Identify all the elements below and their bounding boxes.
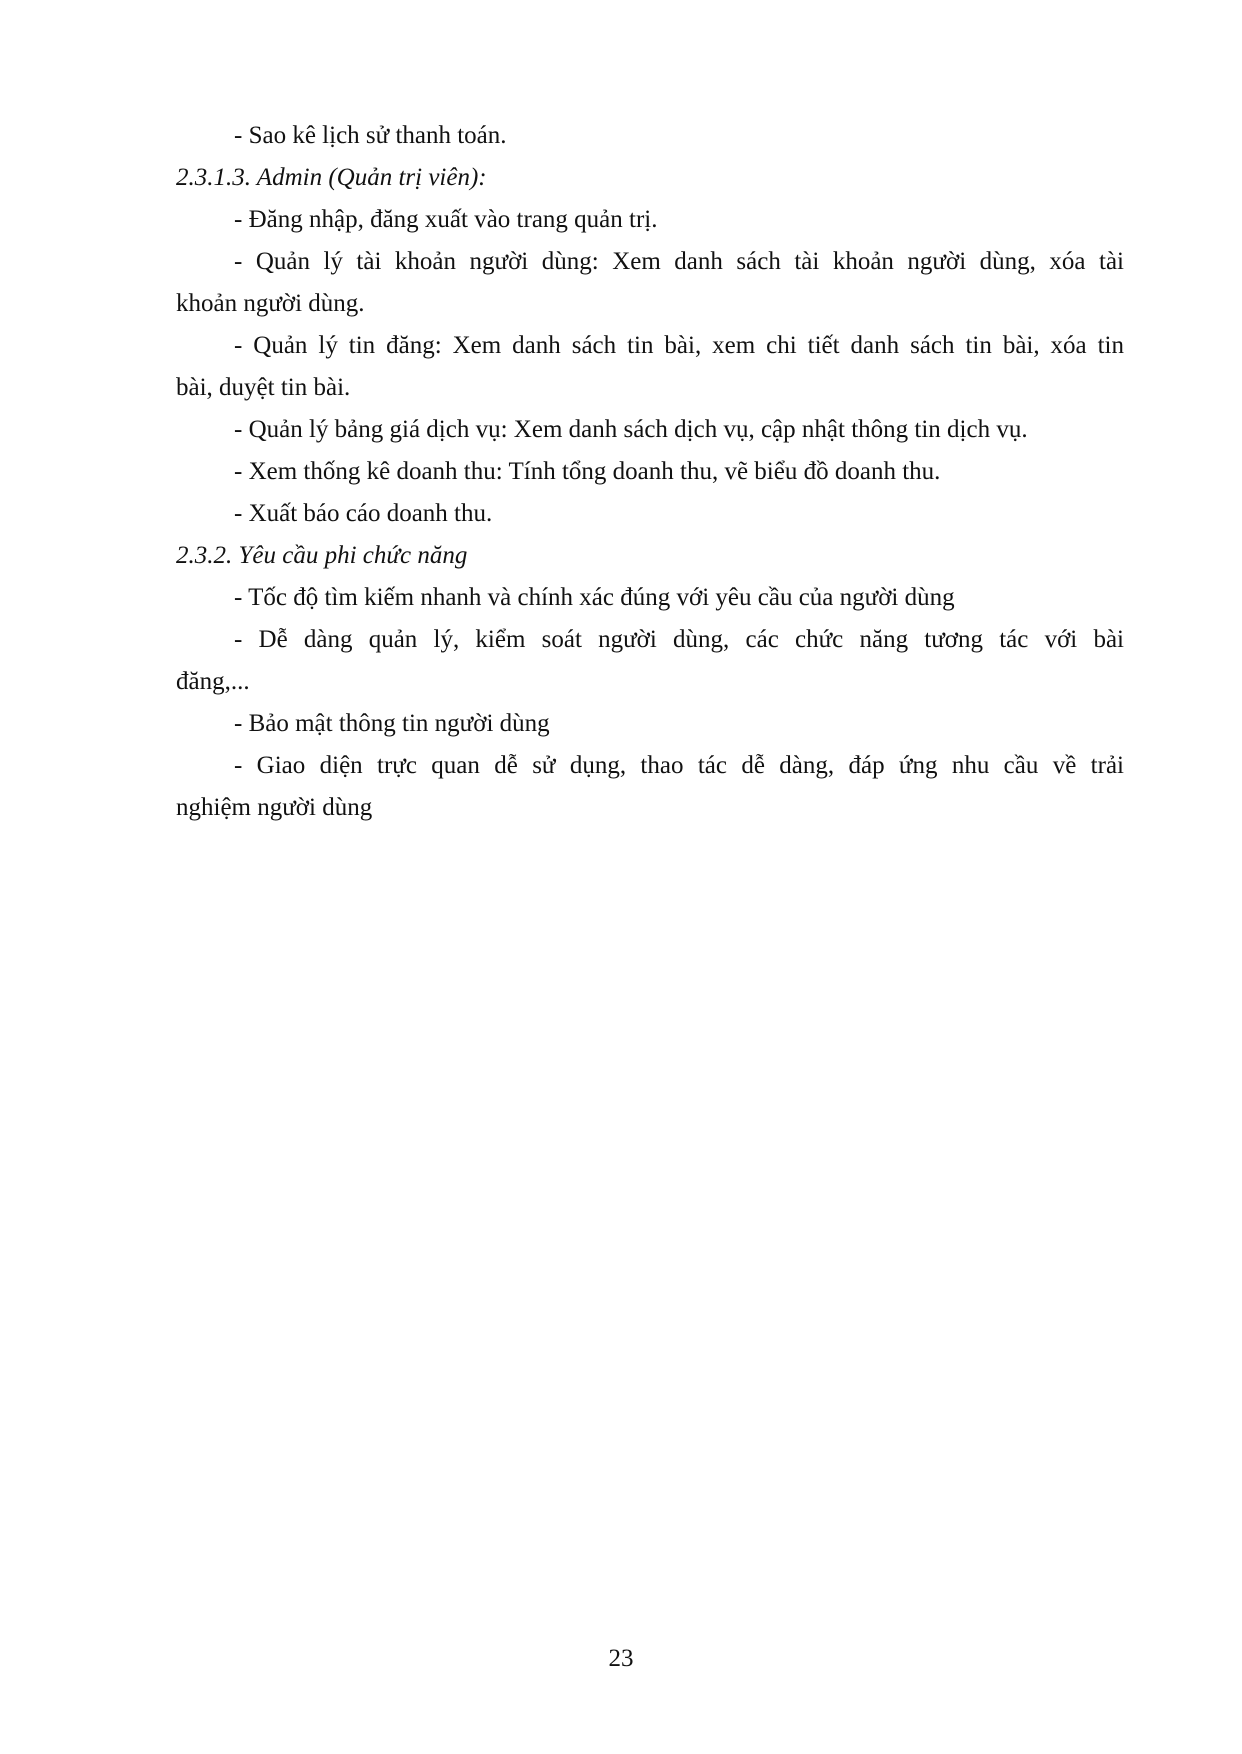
bullet-revenue-stats: - Xem thống kê doanh thu: Tính tổng doanh thu, vẽ biểu đồ doanh thu. — [234, 458, 941, 485]
bullet-payment-history: - Sao kê lịch sử thanh toán. — [234, 122, 507, 149]
bullet-revenue-report: - Xuất báo cáo doanh thu. — [234, 500, 493, 527]
page-number: 23 — [608, 1645, 634, 1672]
section-heading-nonfunctional: 2.3.2. Yêu cầu phi chức năng — [176, 542, 468, 569]
bullet-service-pricing: - Quản lý bảng giá dịch vụ: Xem danh sách dịch vụ, cập nhật thông tin dịch vụ. — [234, 416, 1028, 443]
section-heading-admin: 2.3.1.3. Admin (Quản trị viên): — [176, 164, 487, 191]
bullet-admin-login: - Đăng nhập, đăng xuất vào trang quản trị. — [234, 206, 658, 233]
bullet-ui-intuitive-cont: nghiệm người dùng — [176, 794, 373, 821]
bullet-user-account-management: - Quản lý tài khoản người dùng: Xem danh sách tài khoản người dùng, xóa tài — [234, 248, 1124, 275]
bullet-easy-management-cont: đăng,... — [176, 668, 250, 695]
bullet-search-speed: - Tốc độ tìm kiếm nhanh và chính xác đúng với yêu cầu của người dùng — [234, 584, 955, 611]
bullet-ui-intuitive: - Giao diện trực quan dễ sử dụng, thao tác dễ dàng, đáp ứng nhu cầu về trải — [234, 752, 1124, 779]
bullet-user-account-management-cont: khoản người dùng. — [176, 290, 365, 317]
bullet-post-management: - Quản lý tin đăng: Xem danh sách tin bài, xem chi tiết danh sách tin bài, xóa tin — [234, 332, 1124, 359]
bullet-easy-management: - Dễ dàng quản lý, kiểm soát người dùng, các chức năng tương tác với bài — [234, 626, 1124, 653]
bullet-security: - Bảo mật thông tin người dùng — [234, 710, 550, 737]
bullet-post-management-cont: bài, duyệt tin bài. — [176, 374, 351, 401]
